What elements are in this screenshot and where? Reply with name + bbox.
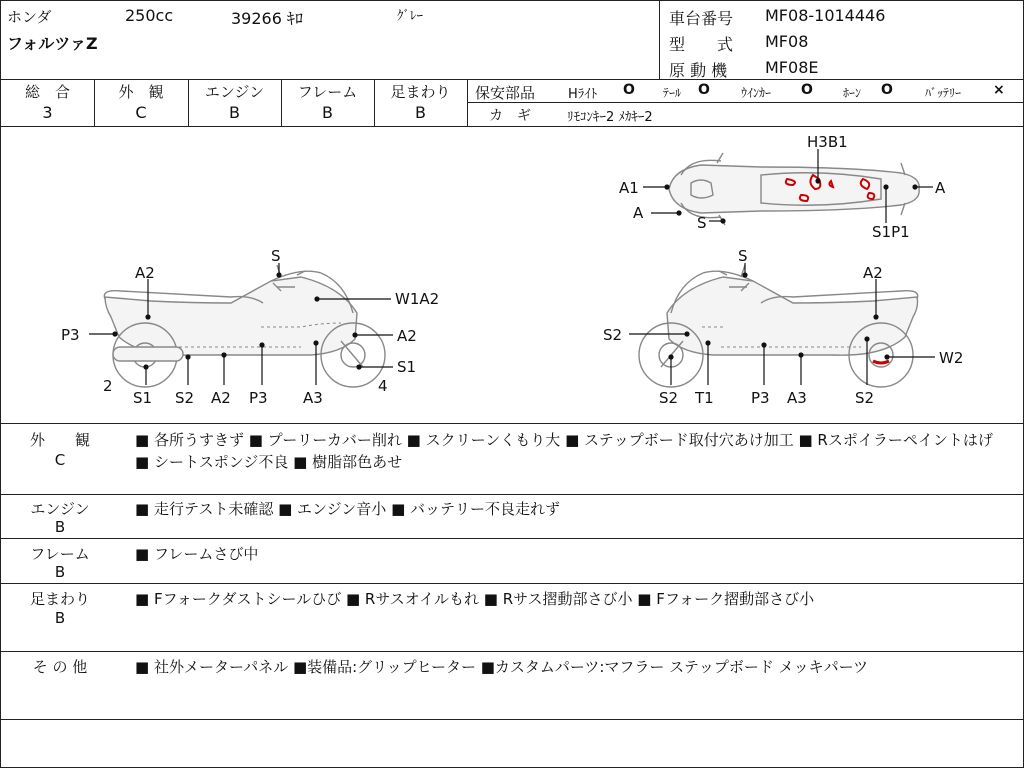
safety-label: 保安部品 bbox=[475, 84, 536, 102]
grade-frame-label: フレーム bbox=[297, 83, 358, 101]
label-right-bottom-p3: P3 bbox=[751, 389, 770, 407]
label-left-4: 4 bbox=[378, 377, 388, 395]
grade-engine-label: エンジン bbox=[204, 83, 265, 101]
label-top-a-right: A bbox=[935, 179, 946, 197]
label-left-w1a2: W1A2 bbox=[395, 290, 440, 308]
label-h3b1: H3B1 bbox=[807, 133, 848, 151]
grade-exterior-value: C bbox=[135, 103, 147, 122]
remark-suspension-title: 足まわり bbox=[29, 590, 90, 608]
label-right-s: S bbox=[738, 247, 748, 265]
label-left-bottom-s2: S2 bbox=[175, 389, 195, 407]
remark-exterior-grade: C bbox=[54, 451, 66, 469]
label-right-bottom-s2-a: S2 bbox=[659, 389, 679, 407]
label-right-bottom-a3: A3 bbox=[787, 389, 807, 407]
remark-engine-grade: B bbox=[54, 518, 66, 536]
mileage: 39266 ｷﾛ bbox=[231, 9, 303, 28]
grade-frame-value: B bbox=[322, 103, 333, 122]
label-right-bottom-t1: T1 bbox=[695, 389, 714, 407]
safety-horn-label: ﾎｰﾝ bbox=[843, 86, 862, 100]
engine-label: 原 動 機 bbox=[669, 61, 728, 80]
label-left-bottom-a2: A2 bbox=[211, 389, 231, 407]
label-right-bottom-s2-b: S2 bbox=[855, 389, 875, 407]
grade-engine-value: B bbox=[229, 103, 240, 122]
safety-headlight-status: O bbox=[623, 82, 635, 98]
remark-exterior-title: 外 観 bbox=[29, 431, 90, 449]
remark-other-title: そ の 他 bbox=[32, 658, 88, 676]
safety-winker-label: ｳｲﾝｶｰ bbox=[741, 86, 772, 100]
label-left-p3: P3 bbox=[61, 326, 80, 344]
safety-battery-status: × bbox=[993, 82, 1005, 98]
remark-suspension-text: ■ Fフォークダストシールひび ■ Rサスオイルもれ ■ Rサス摺動部さび小 ■ Fフォーク摺動部さび小 bbox=[135, 590, 815, 608]
label-left-a2-right: A2 bbox=[397, 327, 417, 345]
safety-tail-status: O bbox=[698, 82, 710, 98]
label-right-a2: A2 bbox=[863, 264, 883, 282]
safety-headlight-label: Hﾗｲﾄ bbox=[568, 87, 598, 102]
label-left-bottom-s1: S1 bbox=[133, 389, 153, 407]
label-left-bottom-p3: P3 bbox=[249, 389, 268, 407]
label-right-s2: S2 bbox=[603, 326, 623, 344]
grade-exterior-label: 外 観 bbox=[118, 83, 164, 101]
remark-other-text: ■ 社外メーターパネル ■装備品:グリップヒーター ■カスタムパーツ:マフラー ステップボード メッキパーツ bbox=[135, 658, 869, 676]
type-value: MF08 bbox=[765, 32, 809, 51]
remark-frame-text: ■ フレームさび中 bbox=[135, 545, 259, 563]
frame-no: MF08-1014446 bbox=[765, 6, 886, 25]
remark-suspension-grade: B bbox=[54, 609, 66, 627]
safety-winker-status: O bbox=[801, 82, 813, 98]
displacement: 250cc bbox=[125, 6, 174, 25]
grade-suspension-label: 足まわり bbox=[390, 83, 451, 101]
remark-exterior-text: ■ 各所うすきず ■ プーリーカバー削れ ■ スクリーンくもり大 ■ ステップボード取付穴あけ加工 ■ Rスポイラーペイントはげ ■ シートスポンジ不良 ■ 樹脂部色あせ bbox=[135, 431, 993, 471]
label-left-s: S bbox=[271, 247, 281, 265]
label-top-a-left: A bbox=[633, 204, 644, 222]
grade-total-label: 総 合 bbox=[24, 83, 70, 101]
safety-tail-label: ﾃｰﾙ bbox=[663, 86, 682, 100]
key-value: ﾘﾓｺﾝｷｰ2 ﾒｶｷｰ2 bbox=[567, 110, 653, 125]
frame-no-label: 車台番号 bbox=[669, 9, 734, 28]
damage-diagram bbox=[1, 127, 1023, 423]
label-left-2: 2 bbox=[103, 377, 113, 395]
maker: ホンダ bbox=[7, 8, 52, 26]
label-top-s1p1: S1P1 bbox=[872, 223, 910, 241]
engine-value: MF08E bbox=[765, 58, 819, 77]
remark-frame-title: フレーム bbox=[30, 545, 90, 563]
label-top-a1: A1 bbox=[619, 179, 639, 197]
label-left-bottom-a3: A3 bbox=[303, 389, 323, 407]
safety-battery-label: ﾊﾞｯﾃﾘｰ bbox=[925, 86, 962, 100]
type-label: 型 式 bbox=[669, 35, 734, 54]
remark-frame-grade: B bbox=[54, 563, 66, 581]
model-name: フォルツァZ bbox=[7, 34, 98, 53]
label-top-s: S bbox=[697, 214, 707, 232]
grade-suspension-value: B bbox=[415, 103, 426, 122]
grade-total-value: 3 bbox=[42, 103, 53, 122]
color: ｸﾞﾚｰ bbox=[397, 9, 423, 24]
label-right-w2: W2 bbox=[939, 349, 964, 367]
remark-engine-text: ■ 走行テスト未確認 ■ エンジン音小 ■ バッテリー不良走れず bbox=[135, 500, 561, 518]
label-left-s1-right: S1 bbox=[397, 358, 417, 376]
safety-horn-status: O bbox=[881, 82, 893, 98]
remark-engine-title: エンジン bbox=[30, 500, 90, 518]
label-left-a2: A2 bbox=[135, 264, 155, 282]
key-label: カ ギ bbox=[489, 108, 531, 124]
